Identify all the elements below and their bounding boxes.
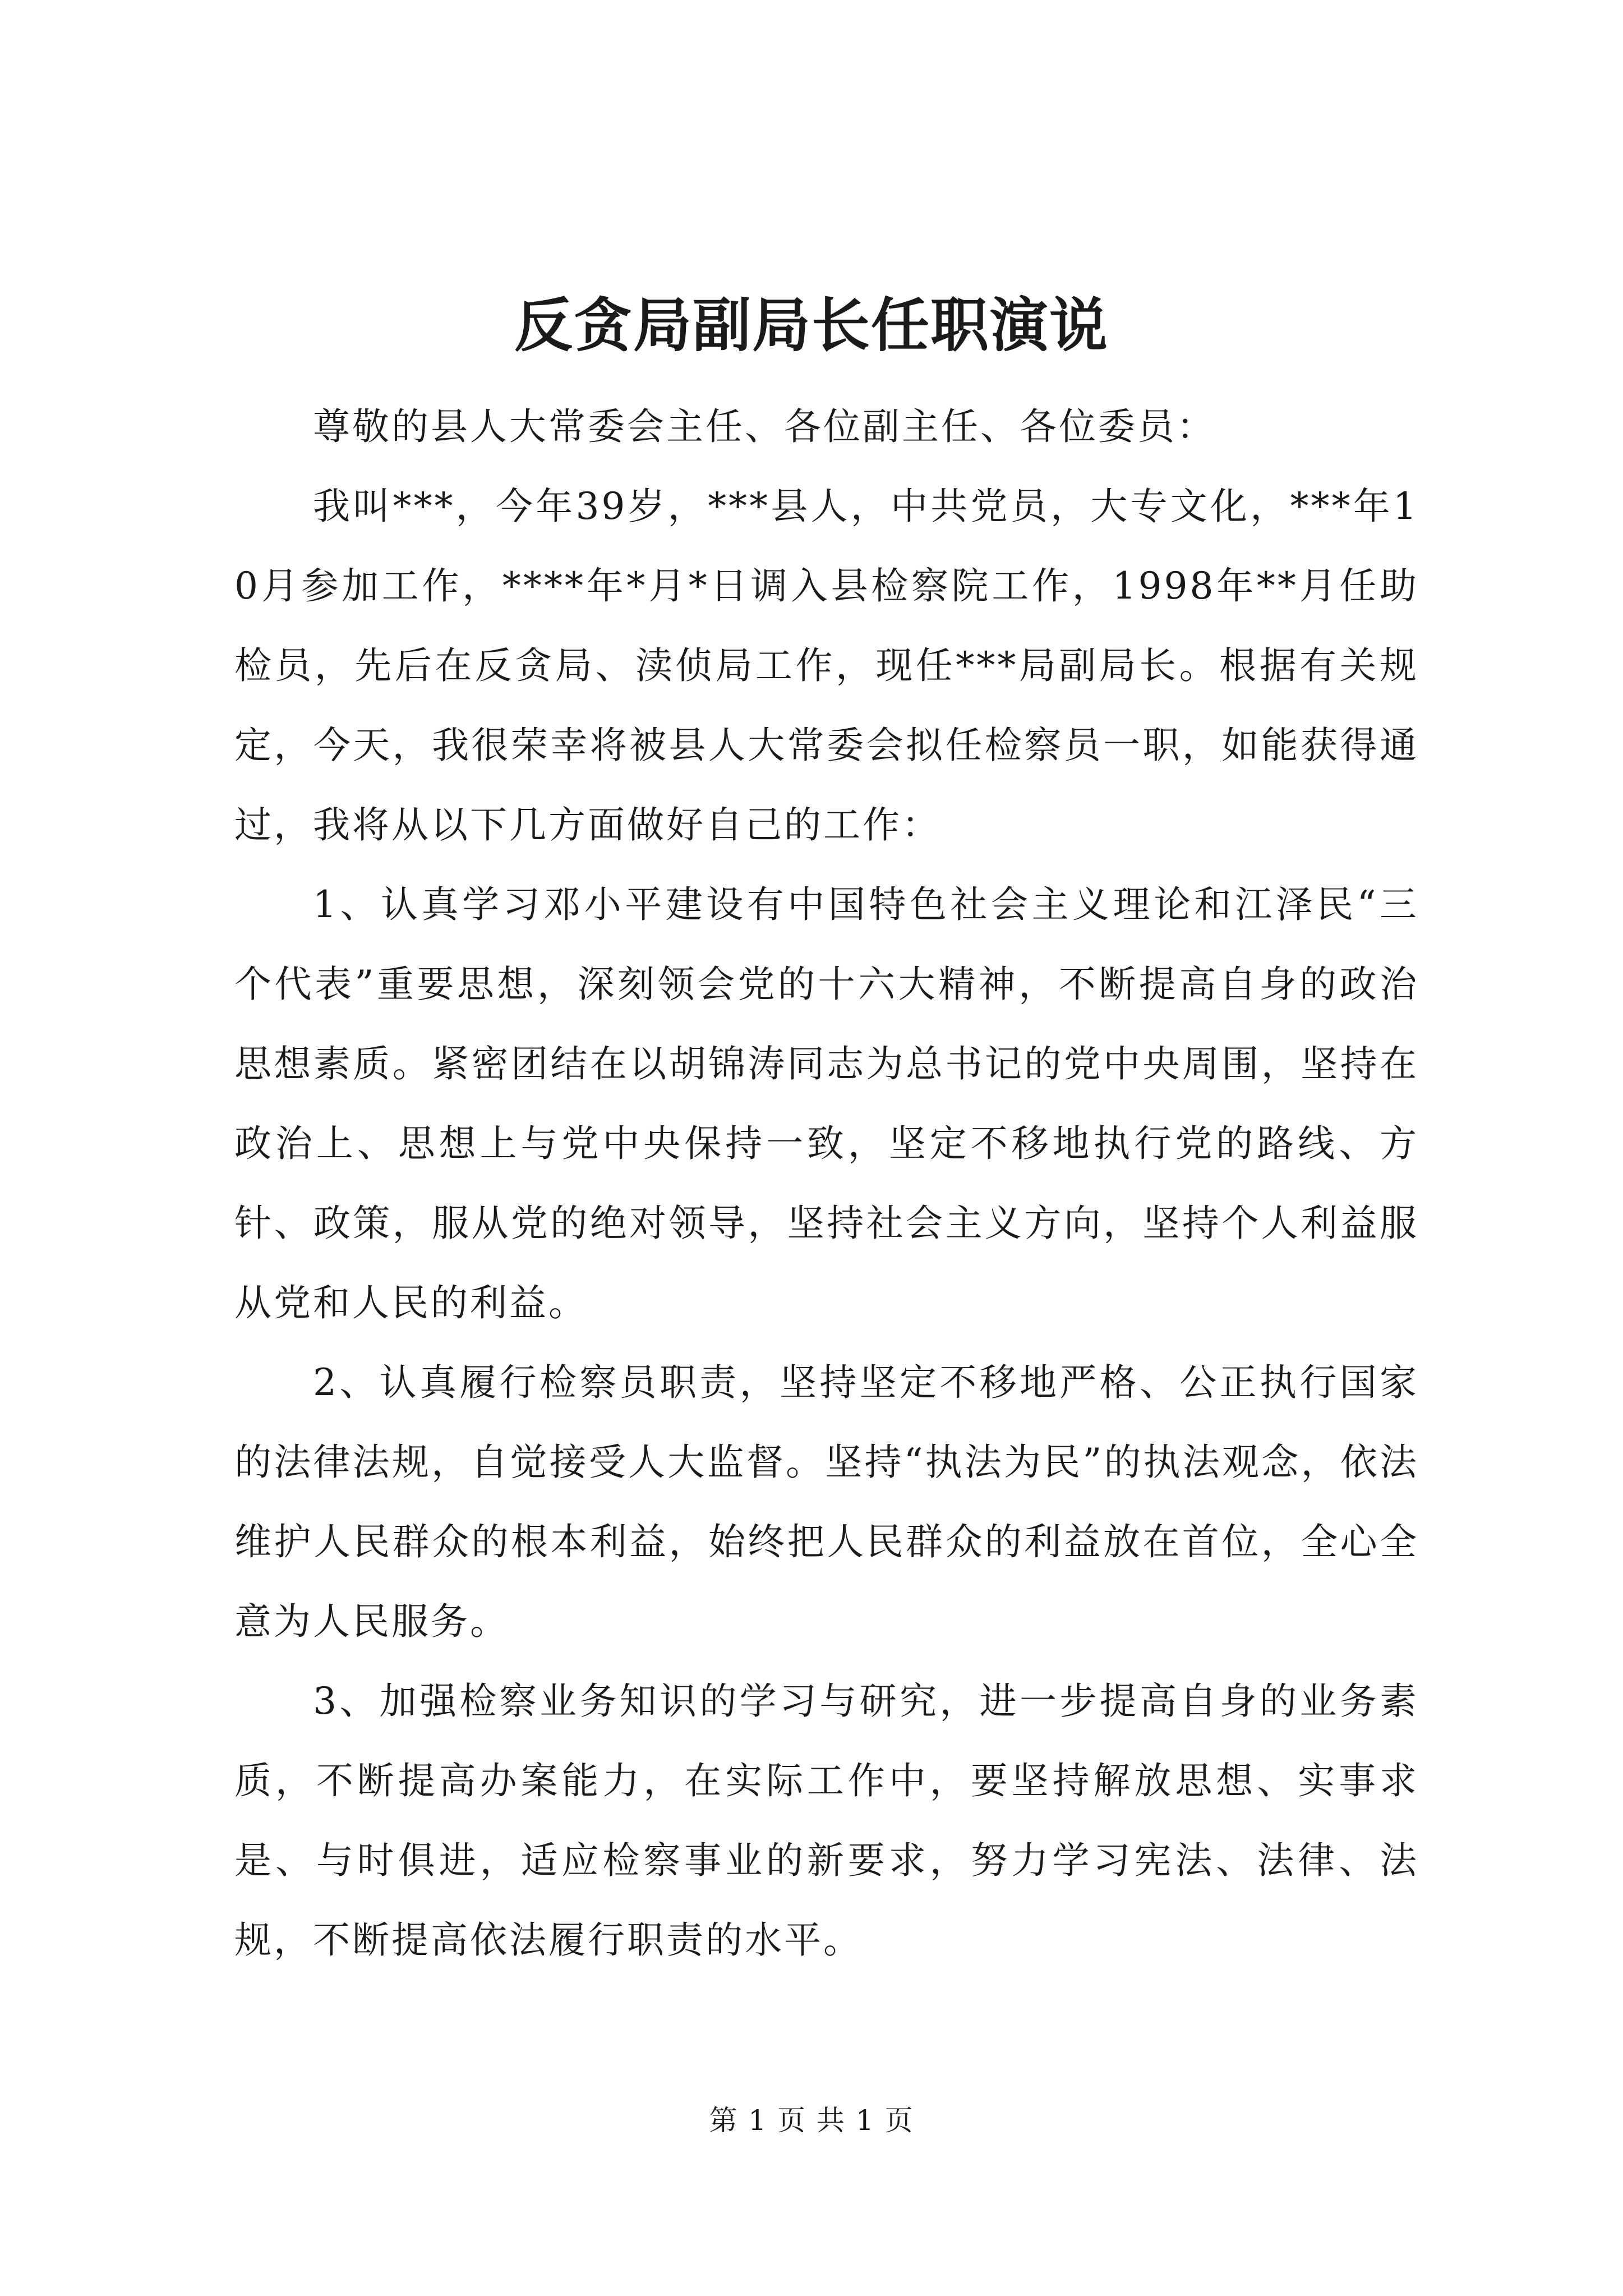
document-title: 反贪局副局长任职演说	[514, 291, 1109, 360]
point-2-paragraph: 2、认真履行检察员职责，坚持坚定不移地严格、公正执行国家的法律法规，自觉接受人大监督。坚持“执法为民”的执法观念，依法维护人民群众的根本利益，始终把人民群众的利益放在首位，全心全意为人民服务。	[234, 1361, 1419, 1643]
point-3-paragraph: 3、加强检察业务知识的学习与研究，进一步提高自身的业务素质，不断提高办案能力，在实际工作中，要坚持解放思想、实事求是、与时俱进，适应检察事业的新要求，努力学习宪法、法律、法规，不断提高依法履行职责的水平。	[234, 1680, 1419, 1962]
page-number-footer: 第 1 页 共 1 页	[709, 2104, 914, 2137]
salutation-paragraph: 尊敬的县人大常委会主任、各位副主任、各位委员：	[313, 405, 1216, 448]
introduction-paragraph: 我叫***，今年39岁，***县人，中共党员，大专文化，***年10月参加工作，****年*月*日调入县检察院工作，1998年**月任助检员，先后在反贪局、渎侦局工作，现任***局副局长。根据有关规定，今天，我很荣幸将被县人大常委会拟任检察员一职，如能获得通过，我将从以下几方面做好自己的工作：	[234, 485, 1419, 846]
point-1-paragraph: 1、认真学习邓小平建设有中国特色社会主义理论和江泽民“三个代表”重要思想，深刻领会党的十六大精神，不断提高自身的政治思想素质。紧密团结在以胡锦涛同志为总书记的党中央周围，坚持在政治上、思想上与党中央保持一致，坚定不移地执行党的路线、方针、政策，服从党的绝对领导，坚持社会主义方向，坚持个人利益服从党和人民的利益。	[234, 883, 1419, 1324]
document-body	[234, 387, 1419, 1980]
